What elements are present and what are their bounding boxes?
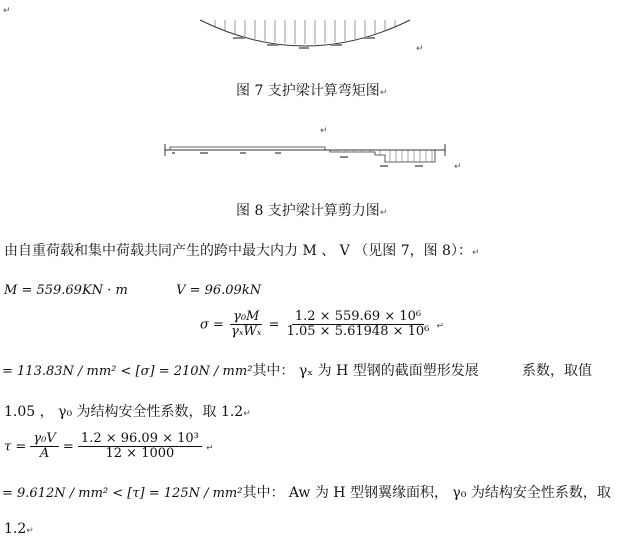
equation-moment-shear — [4, 283, 261, 298]
figure7-caption: 图 7 支护梁计算弯矩图↵ — [236, 83, 388, 99]
paragraph-mark: ↵ — [3, 6, 11, 16]
bending-moment-diagram — [195, 14, 425, 54]
equation-sigma: σ = $\frac{\text{γ₀M}}{\text{γₓWₓ}}$ = $\frac{\text{1.2 × 559.69 × 10⁶}}{\text{1.05 × 5.61948 × 10⁶}}$ ↵ — [200, 310, 445, 340]
figure8-caption: 图 8 支护梁计算剪力图↵ — [236, 203, 388, 219]
shear-value: V = 96.09kN — [176, 283, 262, 298]
coefficient-line: 1.05 ， γ₀ 为结构安全性系数，取 1.2↵ — [4, 404, 251, 420]
shear-force-diagram — [160, 138, 460, 180]
sigma-result-line-end: 系数，取值 — [522, 363, 592, 379]
tau-result-line: = 9.612N / mm² < [τ] = 125N / mm²其中： Aw 为 H 型钢翼缘面积， γ₀ 为结构安全性系数，取 — [2, 485, 611, 501]
final-value-line: 1.2↵ — [4, 521, 34, 537]
moment-value: M = 559.69KN · m — [4, 283, 128, 298]
sigma-result-line: = 113.83N / mm² < [σ] = 210N / mm²其中： γₓ 为 H 型钢的截面塑形发展 — [2, 363, 479, 379]
equation-tau: τ = $\frac{\text{γ₀V}}{A}$ = $\frac{\text{1.2 × 96.09 × 10³}}{12 \times 1000}$ ↵ — [4, 432, 214, 462]
paragraph-mark: ↵ — [454, 162, 462, 172]
paragraph-mark: ↵ — [320, 126, 328, 136]
paragraph-1: 由自重荷载和集中荷载共同产生的跨中最大内力 M 、 V （见图 7，图 8）：↵ — [4, 243, 480, 259]
paragraph-mark: ↵ — [416, 44, 424, 54]
